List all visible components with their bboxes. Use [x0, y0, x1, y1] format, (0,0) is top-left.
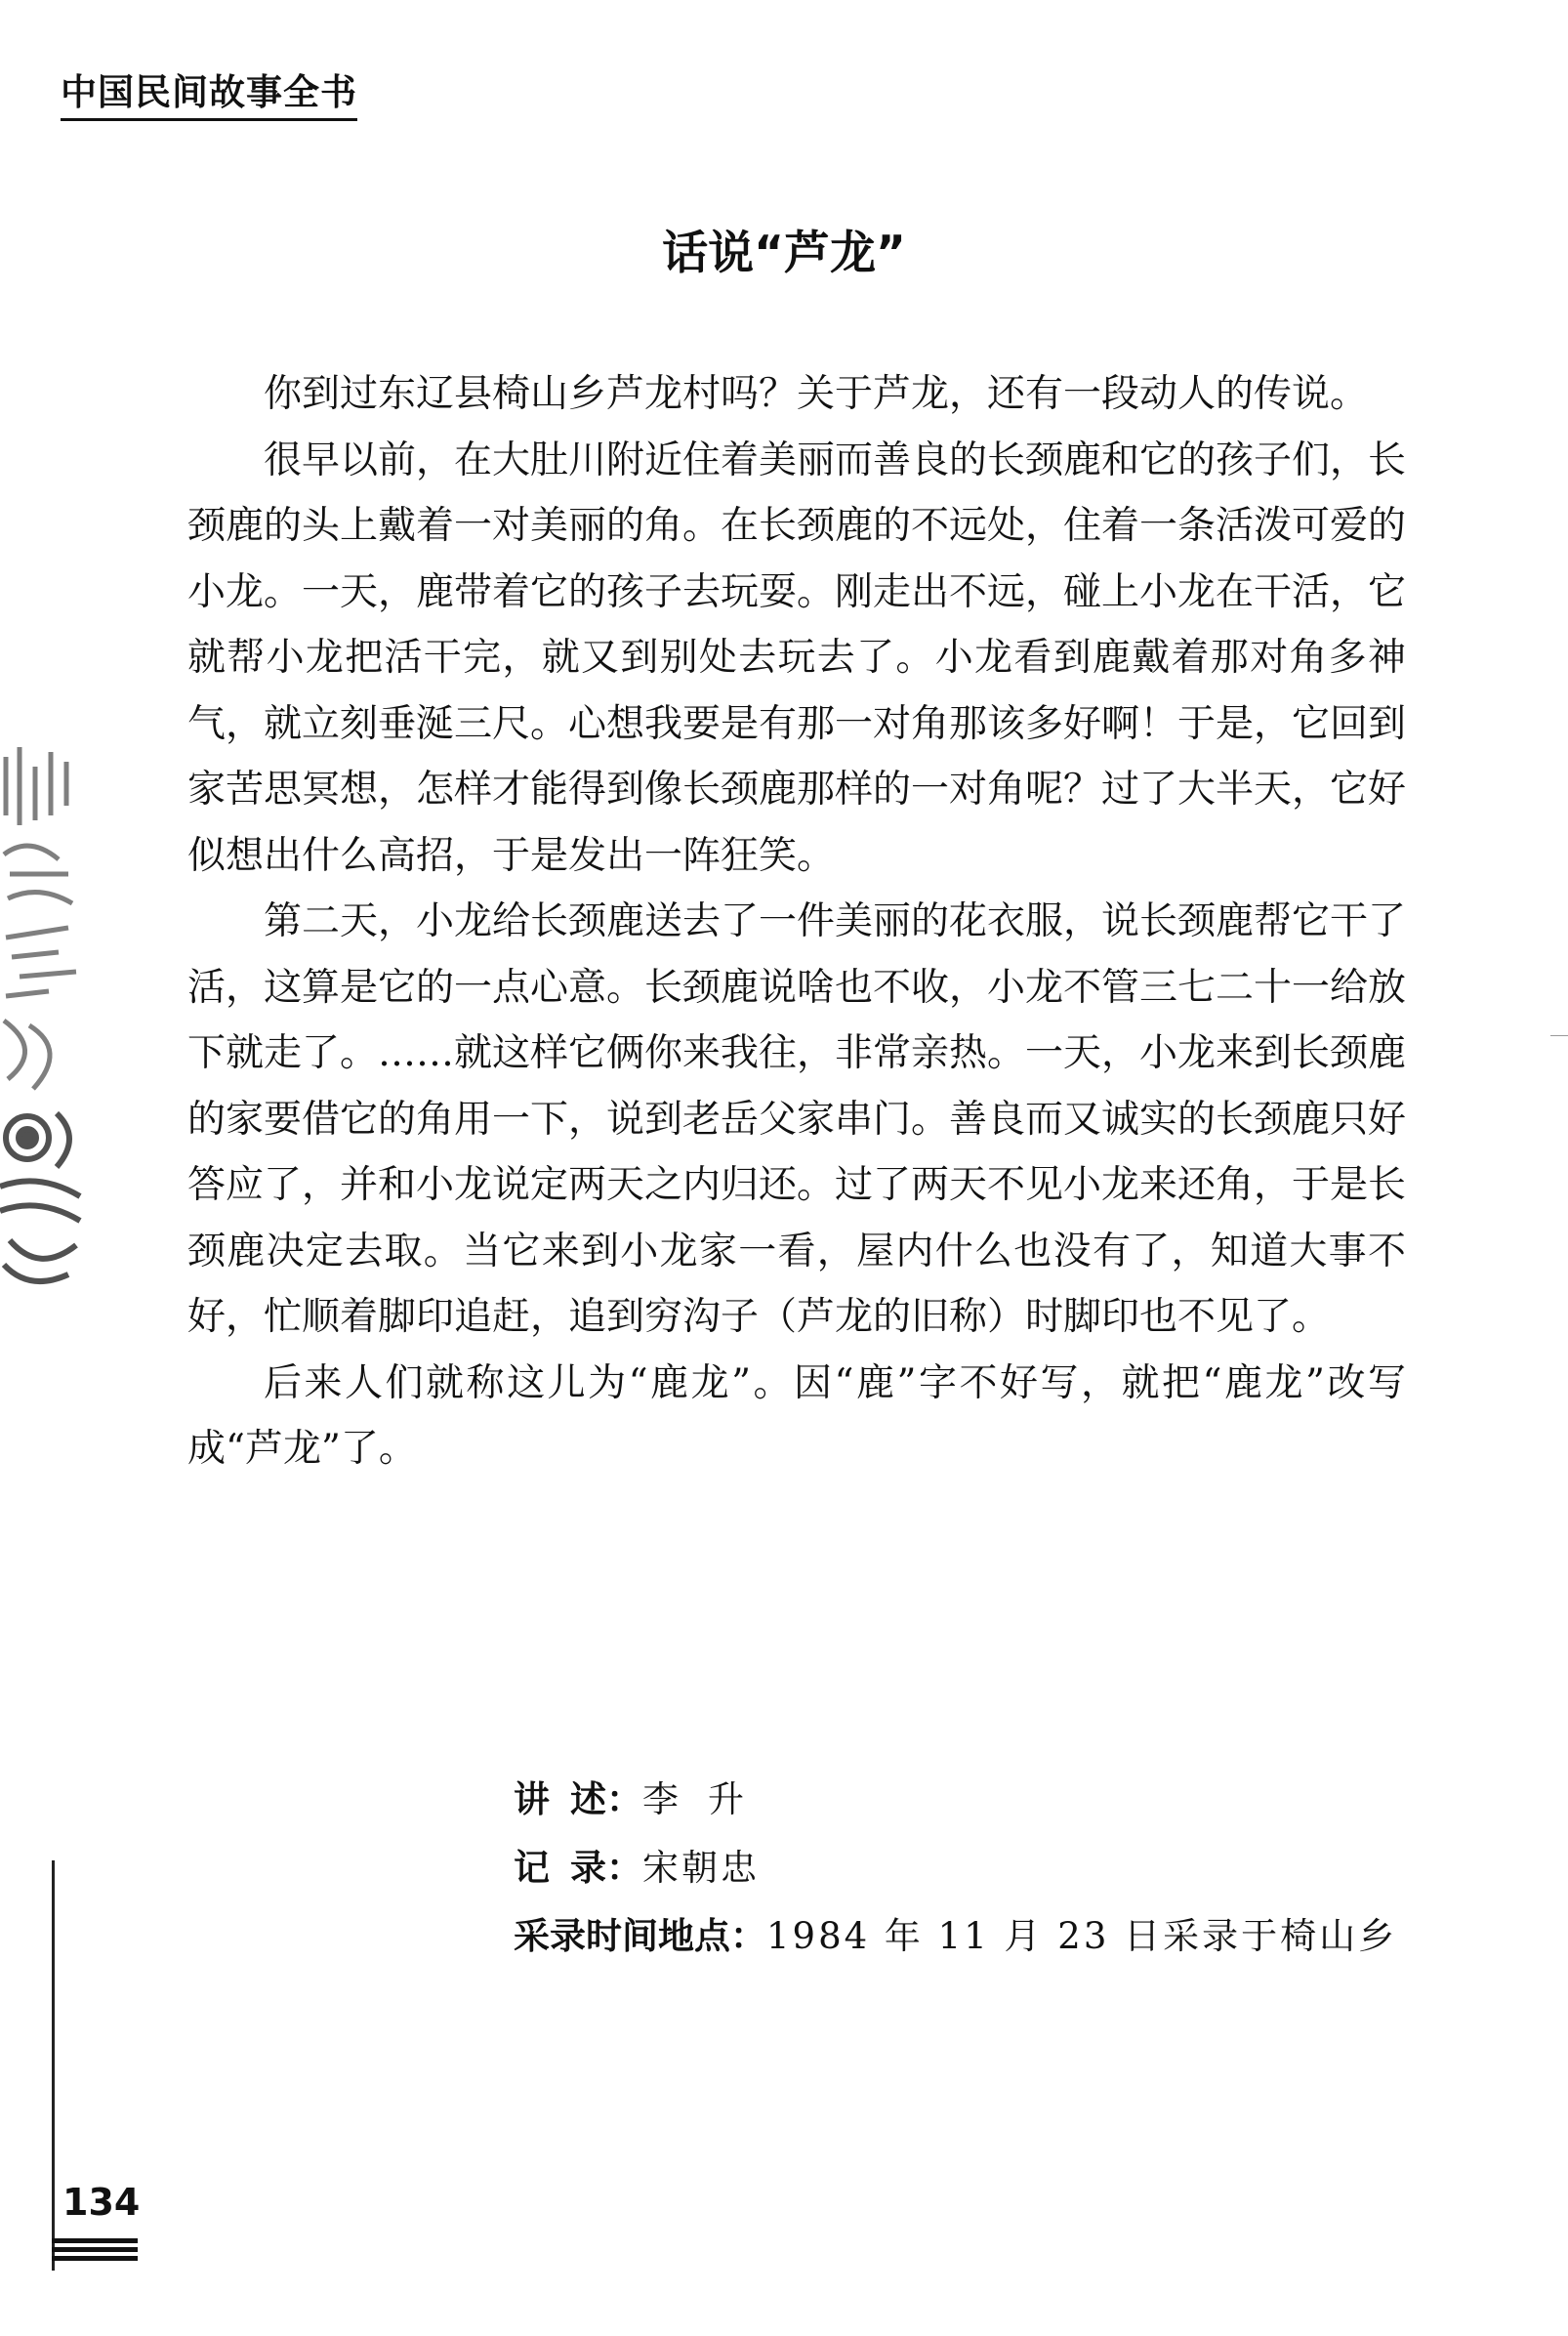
recorder-label-part1: 记 — [514, 1847, 550, 1889]
narrator-label-part2: 述： — [570, 1778, 642, 1820]
time-place-row — [514, 1902, 1397, 1971]
page-number-bars — [52, 2238, 138, 2265]
folio-bar — [52, 2238, 138, 2243]
recorder-row — [514, 1834, 1397, 1902]
time-place-label: 采录时间地点： — [514, 1915, 766, 1957]
narrator-label — [514, 1766, 642, 1834]
narrator-label-part1: 讲 — [514, 1778, 550, 1820]
story-title: 话说“芦龙” — [662, 227, 906, 280]
paragraph-4: 后来人们就称这儿为“鹿龙”。因“鹿”字不好写，就把“鹿龙”改写成“芦龙”了。 — [187, 1360, 1406, 1471]
folio-bar — [52, 2256, 138, 2261]
recorder-name: 宋朝忠 — [642, 1847, 760, 1889]
recorder-label-part2: 录： — [570, 1847, 642, 1889]
narrator-name: 李升 — [642, 1778, 773, 1820]
edge-tick-mark — [1550, 1035, 1568, 1036]
time-place-value: 1984 年 11 月 23 日采录于椅山乡 — [766, 1915, 1398, 1957]
folio-bar — [52, 2247, 138, 2252]
paragraph-1: 你到过东辽县椅山乡芦龙村吗？关于芦龙，还有一段动人的传说。 — [264, 372, 1369, 416]
paragraph-2: 很早以前，在大肚川附近住着美丽而善良的长颈鹿和它的孩子们，长颈鹿的头上戴着一对美丽的角。在长颈鹿的不远处，住着一条活泼可爱的小龙。一天，鹿带着它的孩子去玩耍。刚走出不远，碰上小龙在干活，它就帮小龙把活干完，就又到别处去玩去了。小龙看到鹿戴着那对角多神气，就立刻垂涎三尺。心想我要是有那一对角那该多好啊！于是，它回到家苦思冥想，怎样才能得到像长颈鹿那样的一对角呢？过了大半天，它好似想出什么高招，于是发出一阵狂笑。 — [187, 438, 1407, 878]
decorative-edge-pattern — [0, 728, 84, 1294]
narrator-row — [514, 1766, 1397, 1834]
running-head-book-title: 中国民间故事全书 — [61, 74, 357, 121]
paragraph-3: 第二天，小龙给长颈鹿送去了一件美丽的花衣服，说长颈鹿帮它干了活，这算是它的一点心意。长颈鹿说啥也不收，小龙不管三七二十一给放下就走了。……就这样它俩你来我往，非常亲热。一天，小龙来到长颈鹿的家要借它的角用一下，说到老岳父家串门。善良而又诚实的长颈鹿只好答应了，并和小龙说定两天之内归还。过了两天不见小龙来还角，于是长颈鹿决定去取。当它来到小龙家一看，屋内什么也没有了，知道大事不好，忙顺着脚印追赶，追到穷沟子（芦龙的旧称）时脚印也不见了。 — [187, 899, 1407, 1339]
recorder-label — [514, 1834, 642, 1902]
credits-block — [514, 1766, 1397, 1971]
story-body — [187, 361, 1406, 1482]
margin-rule — [52, 1860, 55, 2271]
page-number: 134 — [62, 2181, 141, 2224]
